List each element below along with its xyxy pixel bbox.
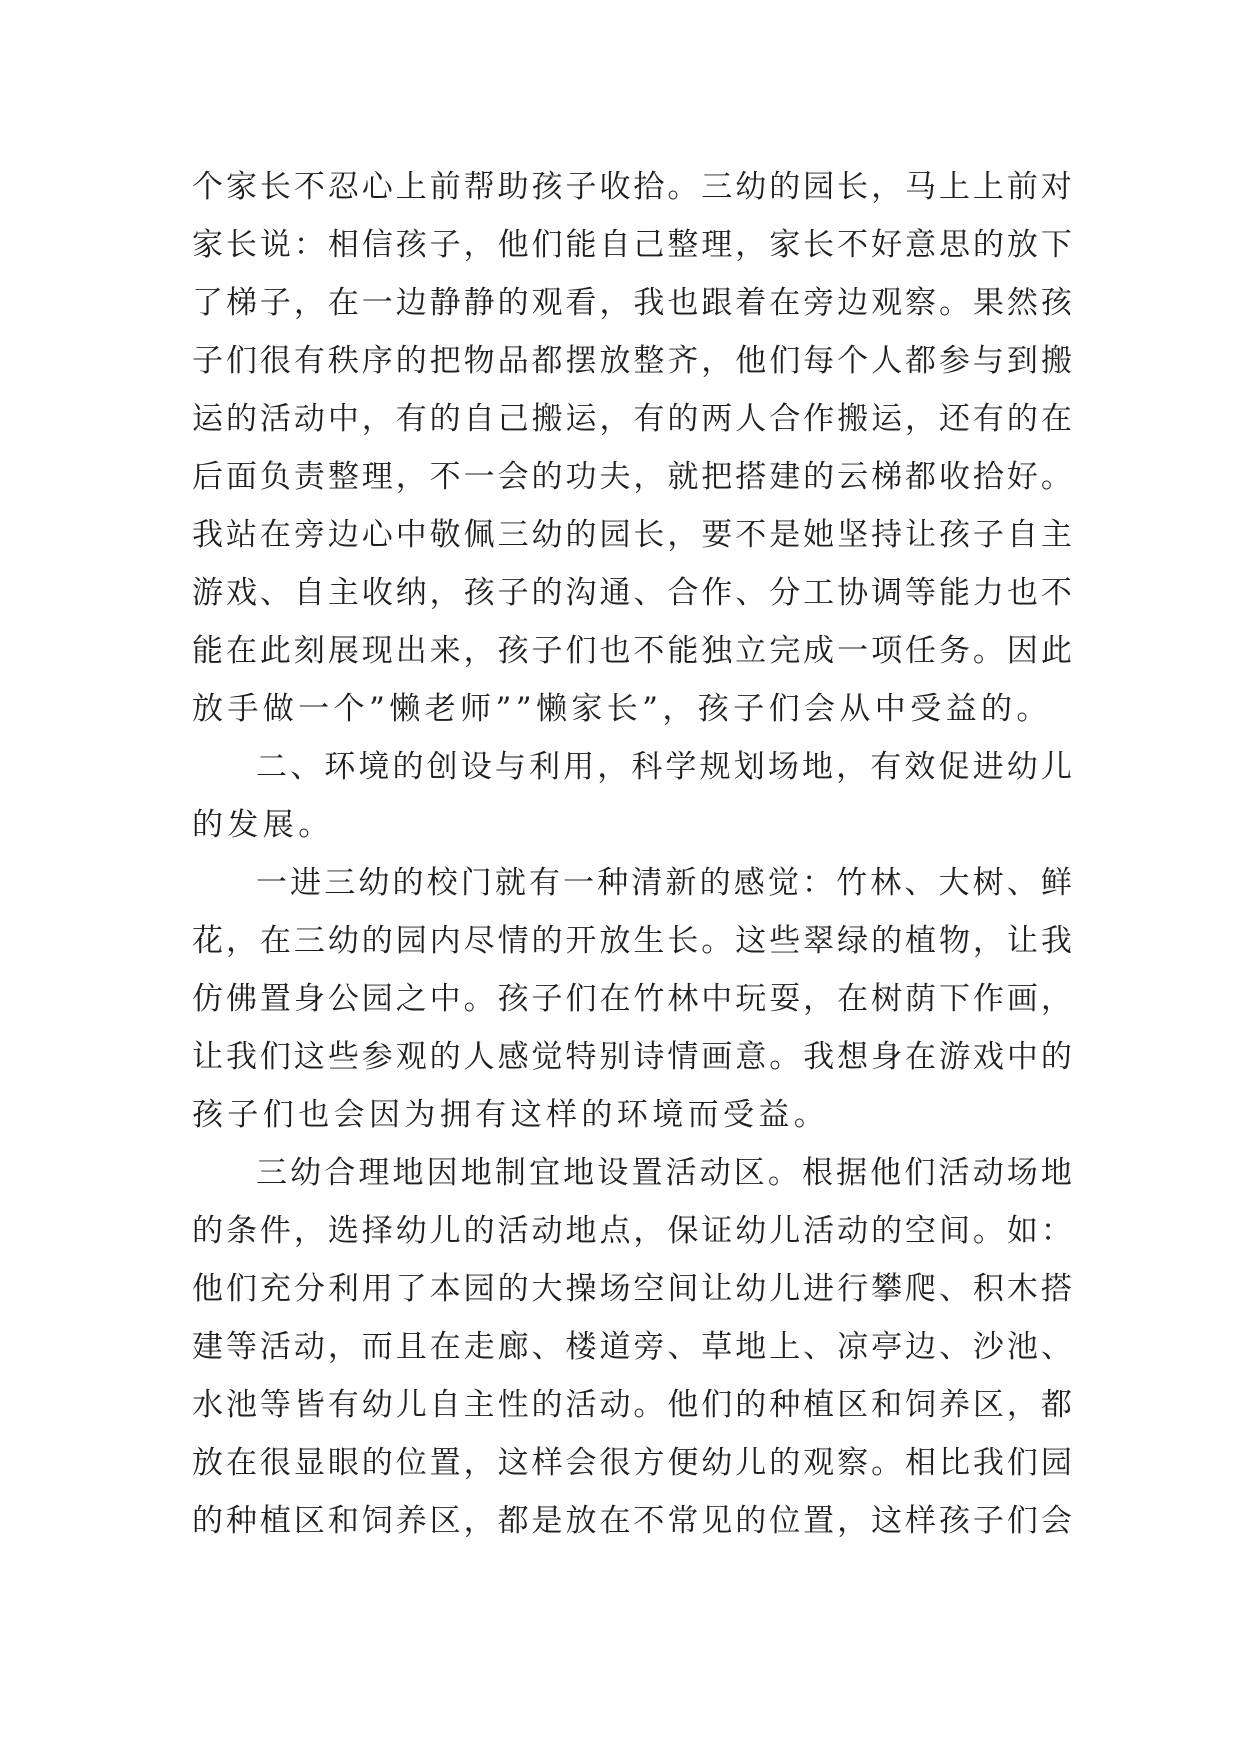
text-line: 的 种 植 区 和 饲 养 区 ， 都 是 放 在 不 常 见 的 位 置 ， 这 样 孩 子 们 会 bbox=[192, 1503, 1072, 1539]
text-line: 水 池 等 皆 有 幼 儿 自 主 性 的 活 动 。 他 们 的 种 植 区 和 饲 养 区 ， 都 bbox=[192, 1387, 1072, 1423]
text-line: 二 、 环 境 的 创 设 与 利 用 ， 科 学 规 划 场 地 ， 有 效 促 进 幼 儿 bbox=[256, 749, 1072, 785]
text-line: 了 梯 子 ， 在 一 边 静 静 的 观 看 ， 我 也 跟 着 在 旁 边 观 察 。 果 然 孩 bbox=[192, 285, 1072, 321]
text-line: 运 的 活 动 中 ， 有 的 自 己 搬 运 ， 有 的 两 人 合 作 搬 运 ， 还 有 的 在 bbox=[192, 401, 1072, 437]
text-line: 他 们 充 分 利 用 了 本 园 的 大 操 场 空 间 让 幼 儿 进 行 攀 爬 、 积 木 搭 bbox=[192, 1271, 1072, 1307]
text-line: 建 等 活 动 ， 而 且 在 走 廊 、 楼 道 旁 、 草 地 上 、 凉 亭 边 、 沙 池 、 bbox=[192, 1329, 1072, 1365]
text-line: 花 ， 在 三 幼 的 园 内 尽 情 的 开 放 生 长 。 这 些 翠 绿 的 植 物 ， 让 我 bbox=[192, 923, 1072, 959]
body-text bbox=[192, 158, 1072, 1550]
text-line: 三 幼 合 理 地 因 地 制 宜 地 设 置 活 动 区 。 根 据 他 们 活 动 场 地 bbox=[256, 1155, 1072, 1191]
text-line: 游 戏 、 自 主 收 纳 ， 孩 子 的 沟 通 、 合 作 、 分 工 协 调 等 能 力 也 不 bbox=[192, 575, 1072, 611]
text-line: 让 我 们 这 些 参 观 的 人 感 觉 特 别 诗 情 画 意 。 我 想 身 在 游 戏 中 的 bbox=[192, 1039, 1072, 1075]
text-line: 的 条 件 ， 选 择 幼 儿 的 活 动 地 点 ， 保 证 幼 儿 活 动 的 空 间 。 如 ： bbox=[192, 1213, 1072, 1249]
text-line: 家 长 说 ： 相 信 孩 子 ， 他 们 能 自 己 整 理 ， 家 长 不 好 意 思 的 放 下 bbox=[192, 227, 1072, 263]
text-line: 放手做一个”懒老师””懒家长”，孩子们会从中受益的。 bbox=[192, 691, 1052, 727]
text-line: 能 在 此 刻 展 现 出 来 ， 孩 子 们 也 不 能 独 立 完 成 一 项 任 务 。 因 此 bbox=[192, 633, 1072, 669]
text-line: 的发展。 bbox=[192, 807, 334, 843]
text-line: 孩子们也会因为拥有这样的环境而受益。 bbox=[192, 1097, 830, 1133]
text-line: 放 在 很 显 眼 的 位 置 ， 这 样 会 很 方 便 幼 儿 的 观 察 。 相 比 我 们 园 bbox=[192, 1445, 1072, 1481]
text-line: 个 家 长 不 忍 心 上 前 帮 助 孩 子 收 拾 。 三 幼 的 园 长 ， 马 上 上 前 对 bbox=[192, 169, 1072, 205]
text-line: 后 面 负 责 整 理 ， 不 一 会 的 功 夫 ， 就 把 搭 建 的 云 梯 都 收 拾 好 。 bbox=[192, 459, 1072, 495]
text-line: 子 们 很 有 秩 序 的 把 物 品 都 摆 放 整 齐 ， 他 们 每 个 人 都 参 与 到 搬 bbox=[192, 343, 1072, 379]
text-line: 一 进 三 幼 的 校 门 就 有 一 种 清 新 的 感 觉 ： 竹 林 、 大 树 、 鲜 bbox=[256, 865, 1072, 901]
text-line: 仿 佛 置 身 公 园 之 中 。 孩 子 们 在 竹 林 中 玩 耍 ， 在 树 荫 下 作 画 ， bbox=[192, 981, 1072, 1017]
text-line: 我 站 在 旁 边 心 中 敬 佩 三 幼 的 园 长 ， 要 不 是 她 坚 持 让 孩 子 自 主 bbox=[192, 517, 1072, 553]
